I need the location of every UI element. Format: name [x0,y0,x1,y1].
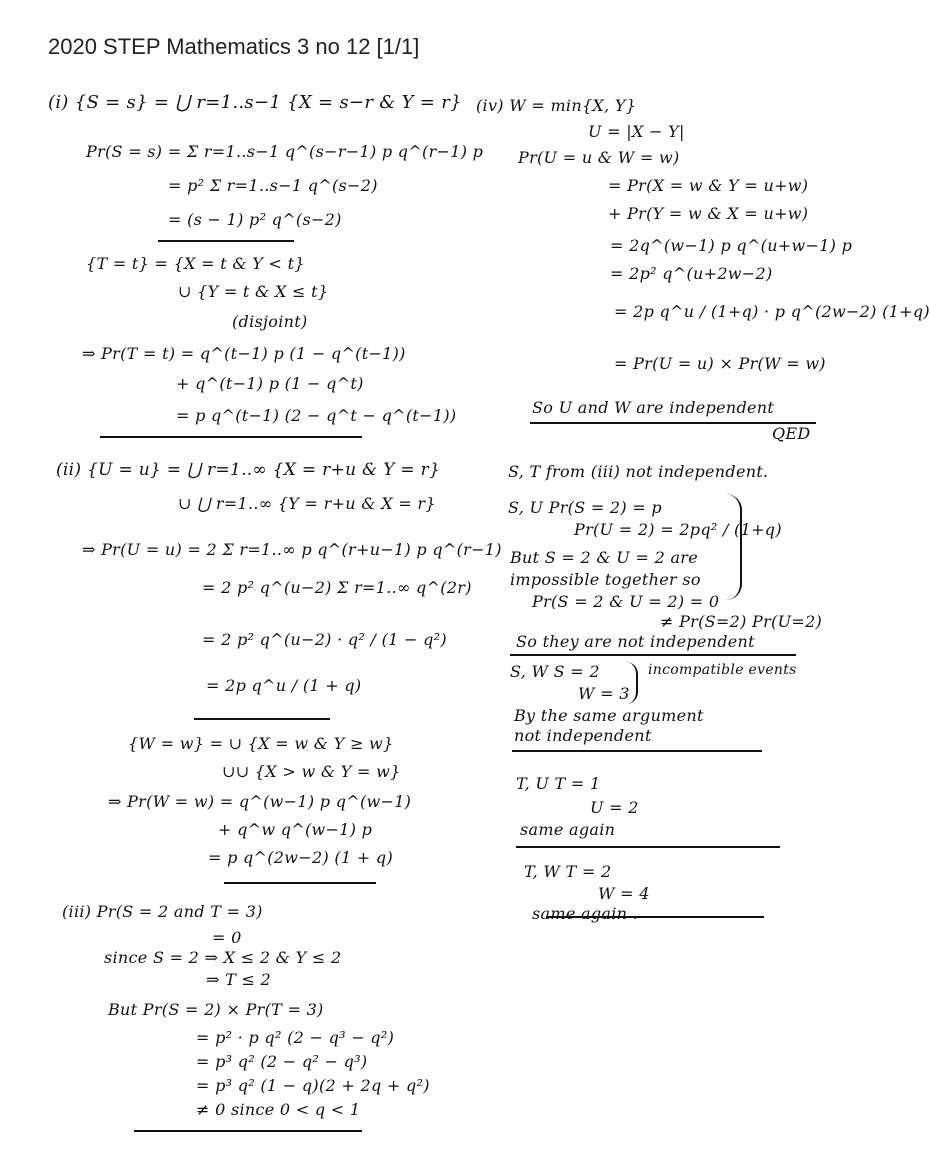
divider [510,654,796,656]
part-iv-factorised: = Pr(U = u) × Pr(W = w) [614,354,826,373]
part-ii-w-event-union: ∪∪ {X > w & Y = w} [222,762,401,781]
part-iii-t-bound: ⇒ T ≤ 2 [206,970,272,989]
part-iv-joint: Pr(U = u & W = w) [518,148,680,167]
part-ii-u-union-2: ∪ ⋃ r=1..∞ {Y = r+u & X = r} [178,494,436,513]
part-iii-pr-s-and-t: (iii) Pr(S = 2 and T = 3) [62,902,263,921]
pair-s-u-reason-1: But S = 2 & U = 2 are [510,548,698,567]
pair-t-u-note: same again [520,820,616,839]
part-ii-pr-w-plus: + q^w q^(w−1) p [218,820,373,839]
part-i-pr-t: ⇒ Pr(T = t) = q^(t−1) p (1 − q^(t−1)) [82,344,406,363]
pair-t-u: T, U T = 1 [516,774,601,793]
part-iv-w-def: (iv) W = min{X, Y} [476,96,637,115]
part-iv-conclusion: So U and W are independent [532,398,775,417]
part-ii-pr-u-geometric: = 2 p² q^(u−2) · q² / (1 − q²) [202,630,447,649]
part-ii-w-event: {W = w} = ∪ {X = w & Y ≥ w} [128,734,394,753]
part-iii-zero: = 0 [212,928,242,947]
part-ii-pr-w: ⇒ Pr(W = w) = q^(w−1) p q^(w−1) [108,792,412,811]
pair-t-u-u: U = 2 [590,798,639,817]
pair-s-u-neq: ≠ Pr(S=2) Pr(U=2) [660,612,823,631]
pair-s-t: S, T from (iii) not independent. [508,462,769,481]
pair-t-w-w: W = 4 [598,884,650,903]
divider [512,750,762,752]
pair-s-u-pr-u: Pr(U = 2) = 2pq² / (1+q) [574,520,782,539]
pair-s-u: S, U Pr(S = 2) = p [508,498,662,517]
part-i-pr-t-plus: + q^(t−1) p (1 − q^t) [176,374,364,393]
pair-s-w-reason-1: By the same argument [514,706,704,725]
divider [100,436,362,438]
part-iv-joint-step-3: = 2q^(w−1) p q^(u+w−1) p [610,236,853,255]
part-iii-product-step-2: = p³ q² (2 − q² − q³) [196,1052,368,1071]
qed: QED [772,424,811,443]
pair-s-w-reason-2: not independent [514,726,652,745]
pair-t-w: T, W T = 2 [524,862,612,881]
part-iv-joint-step-1: = Pr(X = w & Y = u+w) [608,176,809,195]
part-iii-product-step-3: = p³ q² (1 − q)(2 + 2q + q²) [196,1076,430,1095]
part-ii-pr-u-sum: ⇒ Pr(U = u) = 2 Σ r=1..∞ p q^(r+u−1) p q^(r−1) [82,540,502,559]
pair-s-u-reason-2: impossible together so [510,570,701,589]
divider [546,916,764,918]
part-ii-u-union: (ii) {U = u} = ⋃ r=1..∞ {X = r+u & Y = r} [56,460,441,480]
part-i-pr-s-sum: Pr(S = s) = Σ r=1..s−1 q^(s−r−1) p q^(r−1) p [86,142,484,161]
part-ii-pr-w-result: = p q^(2w−2) (1 + q) [208,848,393,867]
part-i-pr-s-result: = (s − 1) p² q^(s−2) [168,210,342,229]
part-iii-product: But Pr(S = 2) × Pr(T = 3) [108,1000,324,1019]
divider [224,882,376,884]
pair-t-w-note: same again . [532,904,638,923]
part-i-t-event: {T = t} = {X = t & Y < t} [86,254,305,273]
part-i-disjoint-note: (disjoint) [232,312,308,331]
part-i-s-union: (i) {S = s} = ⋃ r=1..s−1 {X = s−r & Y = r} [48,92,462,113]
pair-s-w: S, W S = 2 [510,662,600,681]
pair-s-u-zero: Pr(S = 2 & U = 2) = 0 [532,592,720,611]
page-title: 2020 STEP Mathematics 3 no 12 [1/1] [48,34,420,59]
divider [516,846,780,848]
part-iv-joint-step-4: = 2p² q^(u+2w−2) [610,264,773,283]
right-brace [726,494,742,600]
part-iii-product-step-1: = p² · p q² (2 − q³ − q²) [196,1028,395,1047]
part-ii-pr-u-result: = 2p q^u / (1 + q) [206,676,362,695]
divider [158,240,294,242]
part-iv-u-def: U = |X − Y| [588,122,685,141]
part-iv-joint-step-2: + Pr(Y = w & X = u+w) [608,204,809,223]
right-brace [626,662,638,704]
part-i-t-event-union: ∪ {Y = t & X ≤ t} [178,282,329,301]
part-iii-conclusion: ≠ 0 since 0 < q < 1 [196,1100,361,1119]
part-iv-joint-step-5: = 2p q^u / (1+q) · p q^(2w−2) (1+q) [614,302,930,321]
pair-s-w-note: incompatible events [648,662,797,678]
part-i-pr-s-step: = p² Σ r=1..s−1 q^(s−2) [168,176,378,195]
divider [194,718,330,720]
part-i-pr-t-result: = p q^(t−1) (2 − q^t − q^(t−1)) [176,406,457,425]
part-iii-since: since S = 2 ⇒ X ≤ 2 & Y ≤ 2 [104,948,342,967]
pair-s-u-conclusion: So they are not independent [516,632,755,651]
divider [134,1130,362,1132]
part-ii-pr-u-step: = 2 p² q^(u−2) Σ r=1..∞ q^(2r) [202,578,472,597]
pair-s-w-w: W = 3 [578,684,630,703]
